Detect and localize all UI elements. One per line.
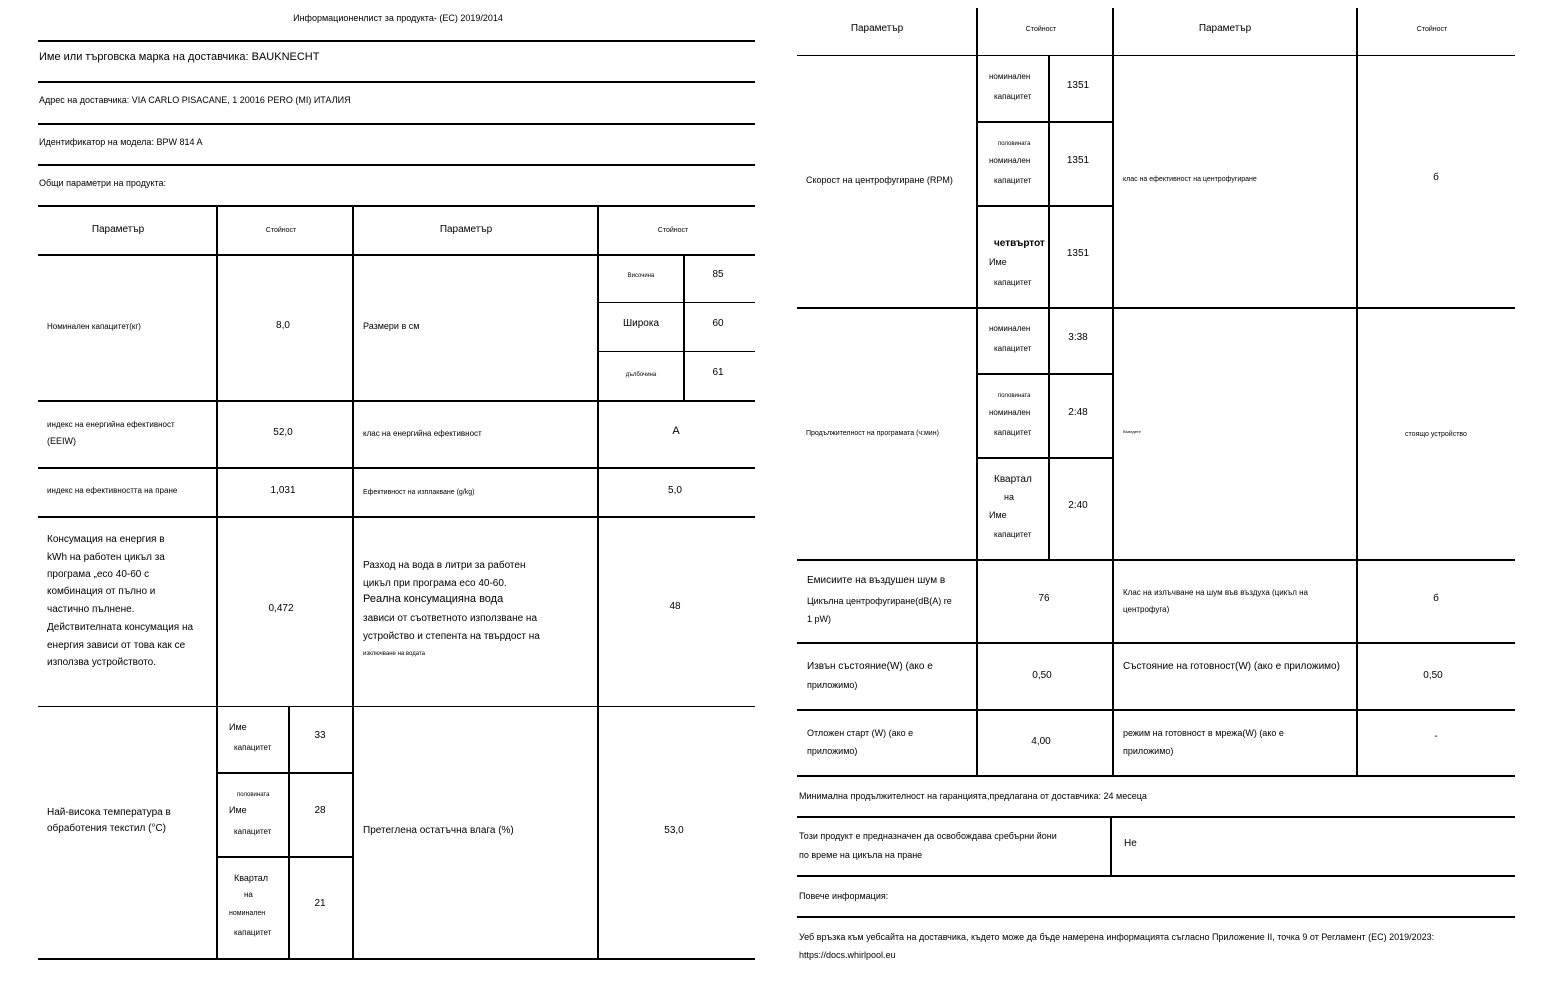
eeiw-label-abbr: (EEIW)	[47, 436, 76, 446]
rinsing-label: Ефективност на изплакване (g/kg)	[363, 489, 475, 496]
water-consumption-label: устройство и степента на твърдост на	[363, 631, 540, 642]
warranty-info: Минимална продължителност на гаранцията,предлагана от доставчика: 24 месеца	[799, 791, 1147, 801]
capacity-rated-label: капацитет	[234, 743, 272, 752]
capacity-quarter-label: капацитет	[234, 928, 272, 937]
header-parameter: Параметър	[91, 224, 145, 235]
program-duration-label: Продължителност на програмата (ч:мин)	[806, 430, 939, 437]
duration-quarter-label: капацитет	[994, 530, 1032, 539]
spin-class-label: клас на ефективност на центрофугиране	[1123, 176, 1257, 183]
noise-emission-label: 1 pW)	[807, 614, 832, 624]
spin-rated-label: номинален	[989, 72, 1031, 81]
spin-class-value: б	[1433, 172, 1439, 183]
more-info-heading: Повече информация:	[799, 891, 889, 901]
max-temperature-label: обработения текстил (°C)	[47, 823, 166, 834]
noise-emission-value: 76	[1038, 593, 1050, 604]
delay-start-label: Отложен старт (W) (ако е	[807, 728, 914, 738]
model-identifier: Идентификатор на модела: BPW 814 A	[39, 137, 203, 147]
general-parameters-heading: Общи параметри на продукта:	[39, 178, 167, 188]
network-standby-value: -	[1434, 731, 1438, 742]
spin-speed-label: Скорост на центрофугиране (RPM)	[806, 175, 953, 185]
noise-emission-label: Емисиите на въздушен шум в	[807, 575, 946, 586]
type-label: Въведете	[1123, 429, 1141, 434]
water-consumption-label: зависи от съответното използване на	[363, 613, 538, 624]
noise-class-value: б	[1433, 593, 1439, 604]
spin-half-label: номинален	[989, 156, 1031, 165]
rinsing-value: 5,0	[668, 485, 682, 496]
duration-rated-label: номинален	[989, 324, 1031, 333]
washing-index-label: индекс на ефективността на пране	[47, 486, 178, 495]
water-consumption-label: цикъл при програма eco 40-60.	[363, 578, 507, 589]
rated-capacity-label: Номинален капацитет(кг)	[47, 322, 141, 331]
energy-consumption-value: 0,472	[268, 603, 294, 614]
energy-consumption-label: частично пълнене.	[47, 604, 135, 615]
capacity-quarter-label: Квартал	[234, 873, 269, 883]
standby-label: Състояние на готовност(W) (ако е приложимо)	[1123, 661, 1340, 672]
silver-ions-label: по време на цикъла на пране	[799, 850, 923, 860]
silver-ions-value: Не	[1124, 838, 1137, 849]
moisture-value: 53,0	[664, 825, 684, 836]
duration-quarter-label: на	[1004, 492, 1014, 502]
noise-emission-label: Цикълна центрофугиране(dB(A) re	[807, 596, 952, 606]
header-parameter: Параметър	[439, 224, 493, 235]
duration-quarter-label: Квартал	[994, 474, 1032, 485]
washing-index-value: 1,031	[270, 485, 296, 496]
off-mode-label: Извън състояние(W) (ако е	[807, 661, 933, 672]
capacity-half-label: капацитет	[234, 827, 272, 836]
dimensions-label: Размери в см	[363, 321, 420, 331]
divider	[38, 123, 755, 125]
duration-half-label: половината	[998, 393, 1031, 399]
energy-class-value: A	[672, 425, 680, 437]
spin-rated-label: капацитет	[994, 92, 1032, 101]
energy-consumption-label: комбинация от пълно и	[47, 586, 156, 597]
spin-quarter-label: капацитет	[994, 278, 1032, 287]
energy-consumption-label: Действителната консумация на	[47, 622, 194, 633]
divider	[38, 81, 755, 83]
temperature-rated-value: 33	[314, 730, 326, 741]
duration-rated-value: 3:38	[1068, 332, 1088, 343]
water-consumption-label: изключване на водата	[363, 651, 425, 657]
spin-quarter-label: четвъртот	[994, 238, 1045, 249]
temperature-quarter-value: 21	[314, 898, 326, 909]
energy-consumption-label: Консумация на енергия в	[47, 534, 165, 545]
capacity-quarter-label: на	[244, 890, 253, 899]
capacity-half-label: половината	[237, 792, 270, 798]
type-value: стоящо устройство	[1405, 431, 1467, 438]
spin-half-label: половината	[998, 141, 1031, 147]
spin-rated-value: 1351	[1066, 80, 1090, 91]
duration-rated-label: капацитет	[994, 344, 1032, 353]
capacity-half-label: Име	[229, 805, 247, 815]
off-mode-label: приложимо)	[807, 680, 858, 690]
network-standby-label: приложимо)	[1123, 746, 1174, 756]
energy-class-label: клас на енергийна ефективност	[363, 429, 482, 438]
water-consumption-value: 48	[669, 601, 681, 612]
supplier-weblink[interactable]: https://docs.whirlpool.eu	[799, 950, 896, 960]
height-value: 85	[712, 269, 724, 280]
header-parameter: Параметър	[1198, 23, 1252, 34]
duration-half-label: капацитет	[994, 428, 1032, 437]
eeiw-value: 52,0	[273, 427, 293, 438]
max-temperature-label: Най-висока температура в	[47, 807, 171, 818]
off-mode-value: 0,50	[1032, 670, 1052, 681]
width-value: 60	[712, 318, 724, 329]
eeiw-label: индекс на енергийна ефективност	[47, 420, 175, 429]
sheet-title: Информационенлист за продукта- (ЕС) 2019/2014	[293, 13, 503, 23]
noise-class-label: центрофуга)	[1123, 605, 1170, 614]
water-consumption-label: Разход на вода в литри за работен	[363, 560, 526, 571]
moisture-label: Претеглена остатъчна влага (%)	[363, 825, 514, 836]
noise-class-label: Клас на излъчване на шум във въздуха (цикъл на	[1123, 588, 1308, 597]
duration-quarter-value: 2:40	[1068, 500, 1088, 511]
header-value: Стойност	[265, 227, 297, 234]
energy-consumption-label: програма „eco 40-60 с	[47, 569, 150, 580]
rated-capacity-value: 8,0	[276, 320, 290, 331]
energy-consumption-label: kWh на работен цикъл за	[47, 552, 165, 563]
spin-half-label: капацитет	[994, 176, 1032, 185]
height-label: Височина	[627, 273, 655, 279]
duration-quarter-label: Име	[989, 510, 1007, 520]
delay-start-label: приложимо)	[807, 746, 858, 756]
energy-consumption-label: използва устройството.	[47, 657, 156, 668]
capacity-rated-label: Име	[229, 722, 247, 732]
header-value: Стойност	[1416, 26, 1448, 33]
header-value: Стойност	[657, 227, 689, 234]
standby-value: 0,50	[1423, 670, 1443, 681]
depth-label: дълбочина	[625, 372, 657, 378]
spin-quarter-label: Име	[989, 257, 1007, 267]
supplier-name: Име или търговска марка на доставчика: BAUKNECHT	[39, 51, 320, 63]
header-value: Стойност	[1025, 26, 1057, 33]
delay-start-value: 4,00	[1031, 736, 1051, 747]
energy-consumption-label: енергия зависи от това как се	[47, 640, 186, 651]
supplier-address: Адрес на доставчика: VIA CARLO PISACANE, 1 20016 PERO (MI) ИТАЛИЯ	[39, 95, 351, 105]
duration-half-value: 2:48	[1068, 407, 1088, 418]
spin-quarter-value: 1351	[1066, 248, 1090, 259]
width-label: Широка	[622, 318, 660, 329]
network-standby-label: режим на готовност в мрежа(W) (ако е	[1123, 728, 1284, 738]
header-parameter: Параметър	[850, 23, 904, 34]
spin-half-value: 1351	[1066, 155, 1090, 166]
capacity-quarter-label: номинален	[229, 910, 266, 917]
temperature-half-value: 28	[314, 805, 326, 816]
divider	[38, 164, 755, 166]
supplier-weblink-text: Уеб връзка към уебсайта на доставчика, където може да бъде намерена информацията съгласно Приложение II, точка 9 от Регламент (ЕС) 2019/2023:	[799, 932, 1435, 942]
silver-ions-label: Този продукт е предназначен да освобождава сребърни йони	[799, 831, 1057, 841]
divider	[38, 40, 755, 42]
depth-value: 61	[712, 367, 724, 378]
water-consumption-label: Реална консумацияна вода	[363, 593, 504, 605]
duration-half-label: номинален	[989, 408, 1031, 417]
